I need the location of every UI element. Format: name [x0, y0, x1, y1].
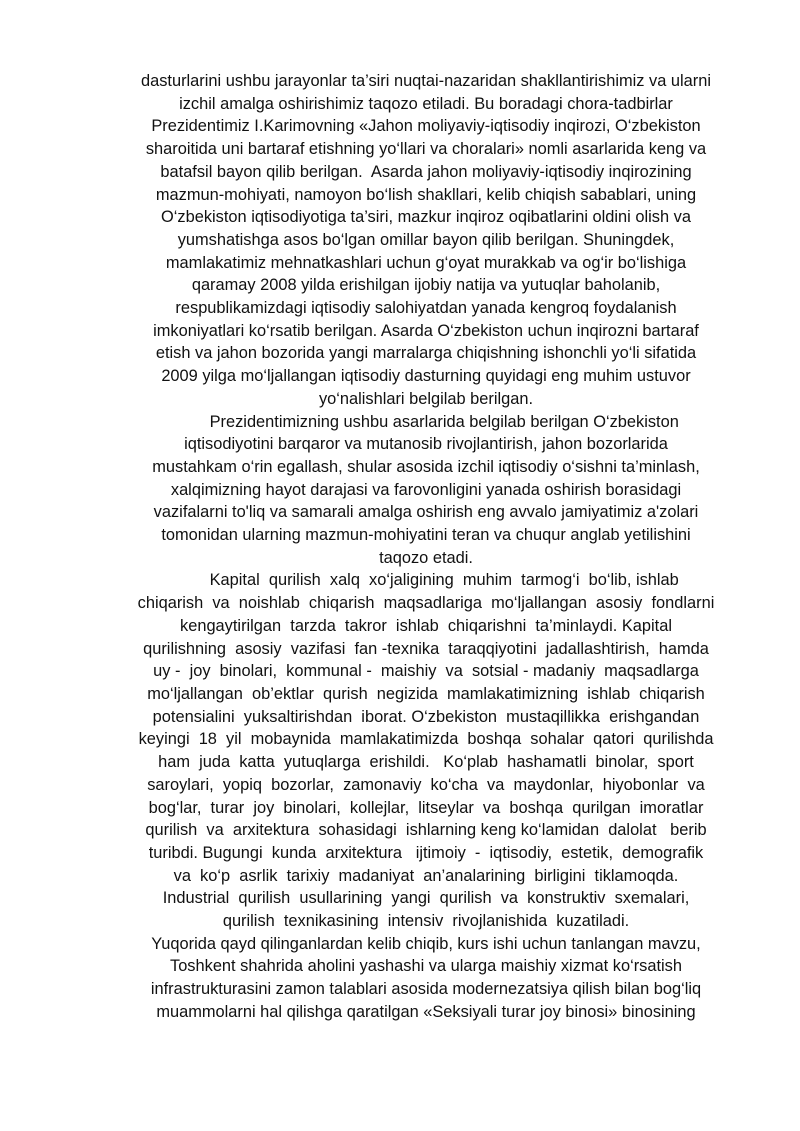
- text-line: iqtisodiyotini barqaror va mutanosib rivojlantirish, jahon bozorlarida: [184, 435, 668, 454]
- paragraph: [108, 70, 744, 411]
- paragraph: [108, 569, 744, 932]
- text-line: mamlakatimiz mehnatkashlari uchun g‘oyat murakkab va og‘ir bo‘lishiga: [165, 253, 687, 272]
- text-line: O‘zbekiston iqtisodiyotiga ta’siri, mazkur inqiroz oqibatlarini oldini olish va: [161, 208, 691, 227]
- text-line: muammolarni hal qilishga qaratilgan «Seksiyali turar joy binosi» binosining: [156, 1002, 696, 1021]
- text-line: Industrial qurilish usullarining yangi qurilish va konstruktiv sxemalari,: [162, 889, 690, 908]
- text-line: Kapital qurilish xalq xo‘jaligining muhim tarmog‘i bo‘lib, ishlab: [173, 571, 679, 590]
- text-line: bog‘lar, turar joy binolari, kollejlar, litseylar va boshqa qurilgan imoratlar: [148, 798, 704, 817]
- text-line: Toshkent shahrida aholini yashashi va ularga maishiy xizmat ko‘rsatish: [170, 957, 682, 976]
- text-line: batafsil bayon qilib berilgan. Asarda jahon moliyaviy-iqtisodiy inqirozining: [160, 162, 692, 181]
- text-line: izchil amalga oshirishimiz taqozo etiladi. Bu boradagi chora-tadbirlar: [179, 94, 673, 113]
- text-line: infrastrukturasini zamon talablari asosida modernezatsiya qilish bilan bog‘liq: [150, 980, 702, 999]
- text-line: mo‘ljallangan ob’ektlar qurish negizida mamlakatimizning ishlab chiqarish: [147, 684, 705, 703]
- text-line: turibdi. Bugungi kunda arxitektura ijtimoiy - iqtisodiy, estetik, demografik: [148, 843, 704, 862]
- text-line: sharoitida uni bartaraf etishning yo‘llari va choralari» nomli asarlarida keng va: [145, 140, 707, 159]
- text-line: Prezidentimizning ushbu asarlarida belgilab berilgan O‘zbekiston: [173, 412, 679, 431]
- text-line: Yuqorida qayd qilinganlardan kelib chiqib, kurs ishi uchun tanlangan mavzu,: [151, 934, 701, 953]
- text-line: qurilishning asosiy vazifasi fan -texnika taraqqiyotini jadallashtirish, hamda: [143, 639, 709, 658]
- text-line: qaramay 2008 yilda erishilgan ijobiy natija va yutuqlar baholanib,: [191, 276, 661, 295]
- text-line: va ko‘p asrlik tarixiy madaniyat an’analarining birligini tiklamoqda.: [173, 866, 679, 885]
- text-line: ham juda katta yutuqlarga erishildi. Ko‘plab hashamatli binolar, sport: [158, 753, 694, 772]
- text-line: potensialini yuksaltirishdan iborat. O‘zbekiston mustaqillikka erishgandan: [152, 707, 700, 726]
- text-line: etish va jahon bozorida yangi marralarga chiqishning ishonchli yo‘li sifatida: [155, 344, 697, 363]
- text-line: imkoniyatlari ko‘rsatib berilgan. Asarda O‘zbekiston uchun inqirozni bartaraf: [153, 321, 699, 340]
- text-line: respublikamizdagi iqtisodiy salohiyatdan yanada kengroq foydalanish: [175, 299, 677, 318]
- paragraph: [108, 411, 744, 570]
- text-line: mazmun-mohiyati, namoyon bo‘lish shakllari, kelib chiqish sabablari, uning: [155, 185, 697, 204]
- text-line: uy - joy binolari, kommunal - maishiy va sotsial - madaniy maqsadlarga: [153, 662, 699, 681]
- text-line: taqozo etadi.: [379, 548, 473, 567]
- text-line: dasturlarini ushbu jarayonlar ta’siri nuqtai-nazaridan shakllantirishimiz va ularni: [140, 72, 711, 90]
- text-line: vazifalarni to'liq va samarali amalga oshirish eng avvalo jamiyatimiz a'zolari: [153, 503, 699, 522]
- text-line: saroylari, yopiq bozorlar, zamonaviy ko‘cha va maydonlar, hiyobonlar va: [147, 775, 705, 794]
- text-line: mustahkam o‘rin egallash, shular asosida izchil iqtisodiy o‘sishni ta’minlash,: [152, 457, 700, 476]
- text-line: kengaytirilgan tarzda takror ishlab chiqarishni ta’minlaydi. Kapital: [180, 616, 672, 635]
- text-line: tomonidan ularning mazmun-mohiyatini teran va chuqur anglab yetilishini: [161, 526, 691, 545]
- text-line: 2009 yilga mo‘ljallangan iqtisodiy dasturning quyidagi eng muhim ustuvor: [161, 367, 691, 386]
- text-line: Prezidentimiz I.Karimovning «Jahon moliyaviy-iqtisodiy inqirozi, O‘zbekiston: [151, 117, 701, 136]
- text-line: qurilish texnikasining intensiv rivojlanishida kuzatiladi.: [222, 912, 630, 931]
- text-line: keyingi 18 yil mobaynida mamlakatimizda boshqa sohalar qatori qurilishda: [138, 730, 714, 749]
- text-line: chiqarish va noishlab chiqarish maqsadlariga mo‘ljallangan asosiy fondlarni: [137, 594, 715, 613]
- text-line: qurilish va arxitektura sohasidagi ishlarning keng ko‘lamidan dalolat berib: [145, 821, 707, 840]
- text-line: yumshatishga asos bo‘lgan omillar bayon qilib berilgan. Shuningdek,: [177, 230, 675, 249]
- text-line: yo‘nalishlari belgilab berilgan.: [318, 389, 534, 408]
- document-page: [108, 70, 744, 1024]
- text-line: xalqimizning hayot darajasi va farovonligini yanada oshirish borasidagi: [170, 480, 682, 499]
- paragraph: [108, 933, 744, 1024]
